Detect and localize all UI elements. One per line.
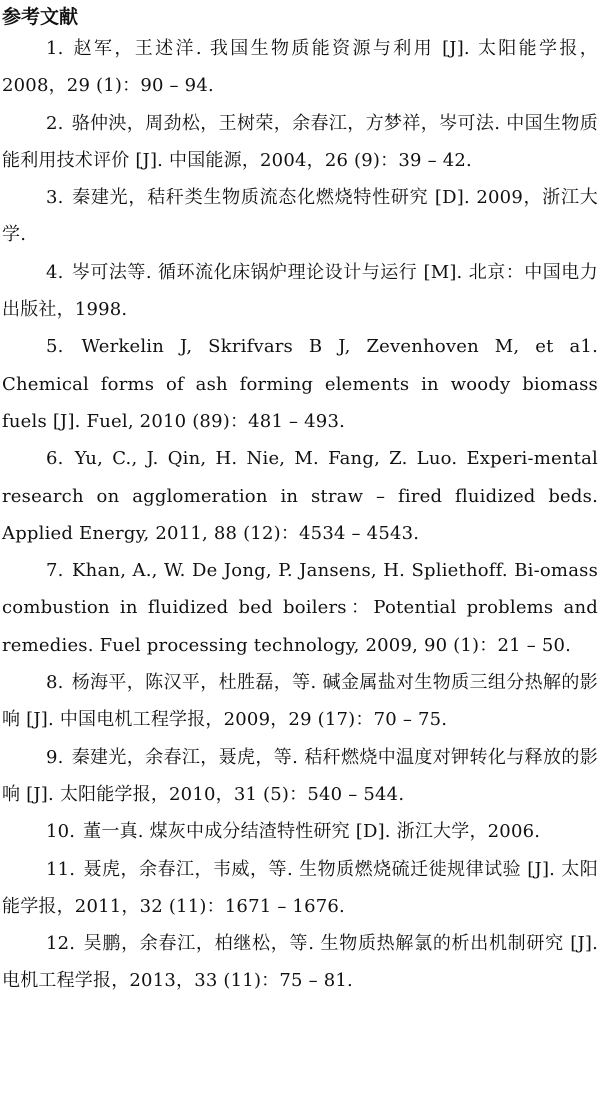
reference-item [2, 664, 598, 739]
reference-number: 8. [46, 672, 64, 694]
reference-text: 聂虎，余春江，韦威，等. 生物质燃烧硫迁徙规律试验 [J]. 太阳能学报，2011，32 (11)：1671 – 1676. [2, 858, 599, 917]
reference-number: 4. [46, 261, 64, 283]
reference-text: 骆仲泱，周劲松，王树荣，余春江，方梦祥，岑可法. 中国生物质能利用技术评价 [J]. 中国能源，2004，26 (9)：39 – 42. [2, 112, 599, 171]
references-heading: 参考文献 [2, 6, 79, 28]
reference-item [2, 739, 598, 814]
reference-number: 6. [46, 448, 64, 470]
reference-text: 岑可法等. 循环流化床锅炉理论设计与运行 [M]. 北京：中国电力出版社，1998. [2, 261, 599, 321]
reference-item [2, 440, 598, 552]
reference-item [2, 813, 598, 850]
reference-text: 吴鹏，余春江，柏继松，等. 生物质热解氯的析出机制研究 [J]. 电机工程学报，2013，33 (11)：75 – 81. [2, 933, 599, 992]
reference-number: 12. [46, 933, 76, 955]
reference-number: 10. [46, 821, 76, 843]
reference-text: 赵军，王述洋. 我国生物质能资源与利用 [J]. 太阳能学报，2008，29 (1)：90 – 94. [2, 38, 598, 97]
reference-item [2, 30, 598, 105]
reference-item [2, 179, 598, 254]
reference-text: Khan, A., W. De Jong, P. Jansens, H. Spliethoff. Bi-omass combustion in fluidized bed boilers：Potential problems and remedies. Fuel processing technology, 2009, 90 (1)：21 – 50. [2, 560, 599, 656]
reference-item [2, 851, 598, 926]
reference-number: 3. [46, 187, 64, 209]
reference-number: 2. [46, 112, 64, 134]
reference-item [2, 254, 598, 329]
reference-item [2, 552, 598, 664]
reference-item [2, 328, 598, 440]
reference-text: 秦建光，秸秆类生物质流态化燃烧特性研究 [D]. 2009，浙江大学. [2, 187, 598, 246]
reference-item [2, 925, 598, 1000]
reference-number: 9. [46, 746, 64, 768]
reference-number: 7. [46, 560, 64, 582]
reference-number: 1. [46, 38, 64, 59]
reference-text: Yu, C., J. Qin, H. Nie, M. Fang, Z. Luo. Experi-mental research on agglomeration in straw – fired fluidized beds. Applied Energy, 2011, 88 (12)：4534 – 4543. [2, 448, 599, 544]
reference-number: 11. [46, 858, 76, 880]
reference-list [2, 30, 598, 1000]
reference-text: 杨海平，陈汉平，杜胜磊，等. 碱金属盐对生物质三组分热解的影响 [J]. 中国电机工程学报，2009，29 (17)：70 – 75. [2, 672, 599, 731]
reference-number: 5. [46, 336, 64, 358]
reference-text: 秦建光，余春江，聂虎，等. 秸秆燃烧中温度对钾转化与释放的影响 [J]. 太阳能学报，2010，31 (5)：540 – 544. [2, 746, 599, 805]
reference-item [2, 105, 598, 180]
reference-text: Werkelin J, Skrifvars B J, Zevenhoven M, et a1. Chemical forms of ash forming elements in woody biomass fuels [J]. Fuel, 2010 (89)：481 – 493. [2, 336, 598, 432]
reference-text: 董一真. 煤灰中成分结渣特性研究 [D]. 浙江大学，2006. [83, 821, 541, 843]
